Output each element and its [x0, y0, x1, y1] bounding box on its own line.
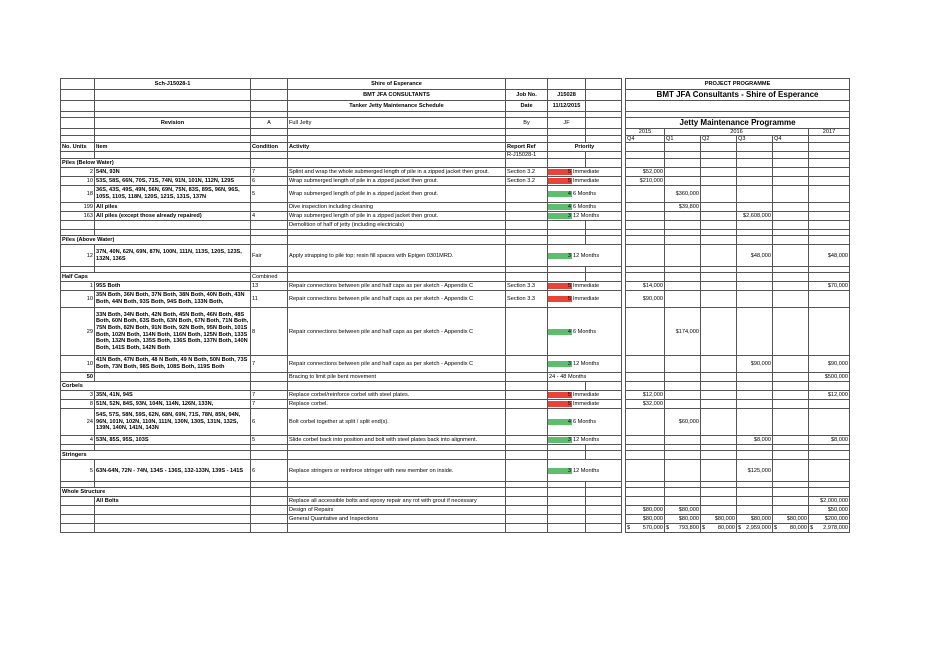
consultant-name: BMT JFA CONSULTANTS	[288, 90, 506, 101]
col-report-ref: Report Ref	[506, 143, 548, 152]
revision-label: Revision	[95, 118, 251, 129]
quarter-label: Q1	[665, 136, 701, 143]
revision-value: A	[251, 118, 288, 129]
section-piles-above: Piles (Above Water)	[61, 236, 850, 245]
table-row: 10 41N Both, 47N Both, 48 N Both, 49 N Both, 50N Both, 73S Both, 73N Both, 98S Both, 108S Both, 119S Both 7 Repair connections between pile and half caps as per sketch - Appendix C 3 12 Months $90,000 $90,000	[61, 356, 850, 373]
year-2015: 2015	[626, 129, 665, 136]
table-row: 50 Bracing to limit pile bent movement 24 - 48 Months $500,000	[61, 373, 850, 382]
table-row: 18 36S, 43S, 49S, 49N, 56N, 69N, 75N, 83S, 89S, 96N, 96S, 105S, 110S, 118N, 120S, 121S, 131S, 137N 5 Wrap submerged length of pile in a zipped jacket then grout. 4 6 Months $360,000	[61, 186, 850, 203]
table-row: 10 35N Both, 36N Both, 37N Both, 38N Both, 40N Both, 43N Both, 44N Both, 93S Both, 94S Both, 133N Both, 11 Repair connections between pile and half caps as per sketch - Appendix C Section 3.3 5 Immediate $90,000	[61, 291, 850, 308]
quarter-label: Q3	[737, 136, 773, 143]
priority-cell: 3 12 Months	[548, 212, 622, 221]
total-q3-2016: $ 2,959,000	[738, 525, 771, 531]
date-value: 11/12/2015	[548, 101, 586, 112]
priority-cell: 5 Immediate	[548, 291, 622, 308]
quarter-label: Q2	[701, 136, 737, 143]
table-row: 3 35N, 41N, 94S 7 Replace corbel/reinforce corbel with steel plates. 5 Immediate $12,000 $12,000	[61, 391, 850, 400]
revision-row	[61, 118, 850, 129]
table-row: 8 51N, 52N, 84S, 93N, 104N, 114N, 126N, 133N, 7 Replace corbel. 5 Immediate $32,000	[61, 400, 850, 409]
table-row: 12 37N, 40N, 62N, 69N, 87N, 100N, 111N, 113S, 120S, 123S, 132N, 136S Fair Apply strapping to pile top; resin fill spaces with Epigen 0301MRD. 3 12 Months $48,000 $48,000	[61, 245, 850, 267]
table-row: Design of Repairs $80,000 $80,000 $50,000	[61, 506, 850, 515]
table-row: 163 All piles (except those already repaired) 4 Wrap submerged length of pile in a zipped jacket then grout. 3 12 Months $2,608,000	[61, 212, 850, 221]
column-header-row	[61, 143, 850, 152]
priority-cell: 5 Immediate	[548, 177, 622, 186]
col-condition: Condition	[251, 143, 288, 152]
total-q1-2016: $ 793,800	[666, 525, 699, 531]
revision-description: Full Jetty	[288, 118, 506, 129]
by-label: By	[506, 118, 548, 129]
job-no-value: J15028	[548, 90, 586, 101]
total-2017: $ 2,978,000	[810, 525, 849, 531]
table-row: 4 53N, 85S, 95S, 103S 5 Slide corbel back into position and bolt with steel plates back into alignment. 3 12 Months $8,000 $8,000	[61, 436, 850, 445]
header-row-1	[61, 79, 850, 90]
by-value: JF	[548, 118, 586, 129]
schedule-title: Tanker Jetty Maintenance Schedule	[288, 101, 506, 112]
priority-cell: 5 Immediate	[548, 282, 622, 291]
col-units: No. Units	[61, 143, 95, 152]
priority-cell: 3 12 Months	[548, 245, 622, 267]
section-whole-structure: Whole Structure	[61, 488, 850, 497]
table-row: 1 95S Both 13 Repair connections between pile and half caps as per sketch - Appendix C Section 3.3 5 Immediate $14,000 $70,000	[61, 282, 850, 291]
schedule-table	[60, 78, 850, 533]
schedule-number: Sch-J15028-1	[95, 79, 251, 90]
quarter-label: Q4	[626, 136, 665, 143]
table-row: 199 All piles Dive inspection including cleaning 4 6 Months $39,800	[61, 203, 850, 212]
table-row: 10 53S, 58S, 66N, 70S, 71S, 74N, 91N, 101N, 112N, 129S 6 Wrap submerged length of pile in a zipped jacket then grout. Section 3.2 5 Immediate $210,000	[61, 177, 850, 186]
section-piles-below: Piles (Below Water)	[61, 159, 850, 168]
priority-cell: 4 6 Months	[548, 308, 622, 356]
total-q2-2016: $ 80,000	[702, 525, 735, 531]
table-row: General Quantative and Inspections $80,000 $80,000 $80,000 $80,000 $80,000 $200,000	[61, 515, 850, 524]
year-2016: 2016	[665, 129, 809, 136]
total-q4-2016: $ 80,000	[774, 525, 807, 531]
job-no-label: Job No.	[506, 90, 548, 101]
priority-cell: 3 12 Months	[548, 460, 622, 482]
programme-name: Jetty Maintenance Programme	[626, 118, 850, 129]
table-row: 29 33N Both, 34N Both, 42N Both, 45N Both, 46N Both, 48S Both, 60N Both, 63S Both, 63N Both, 67N Both, 71N Both, 75N Both, 82N Both, 91N Both, 92N Both, 95N Both, 101S Both, 102N Both, 114N Both, 116N Both, 125N Both, 133S Both, 132N Both, 135S Both, 136S Both, 137N Both, 140N Both, 141S Both, 142N Both 8 Repair connections between pile and half caps as per sketch - Appendix C 4 6 Months $174,000	[61, 308, 850, 356]
client-name: Shire of Esperance	[288, 79, 506, 90]
priority-cell: 4 6 Months	[548, 186, 622, 203]
priority-cell: 5 Immediate	[548, 400, 622, 409]
col-item: Item	[95, 143, 251, 152]
table-row: 2 54N, 93N 7 Splint and wrap the whole submerged length of pile in a zipped jacket then grout. Section 3.2 5 Immediate $52,000	[61, 168, 850, 177]
priority-cell: 5 Immediate	[548, 168, 622, 177]
priority-cell: 3 12 Months	[548, 436, 622, 445]
col-activity: Activity	[288, 143, 506, 152]
year-2017: 2017	[809, 129, 850, 136]
header-row-2	[61, 90, 850, 101]
section-half-caps: Half Caps Combined	[61, 273, 850, 282]
table-row: 24 54S, 57S, 58N, 59S, 62N, 68N, 69N, 71S, 78N, 85N, 94N, 96N, 101N, 102N, 110N, 111N, 130N, 130S, 131N, 132S, 139N, 140N, 141N, 143N 6 Bolt corbel together at split / split end(s). 4 6 Months $60,000	[61, 409, 850, 436]
col-priority: Priority	[548, 143, 622, 152]
table-row: 5 63N-64N, 72N - 74N, 134S - 136S, 132-133N, 139S - 141S 6 Replace stringers or reinforce stringer with new member on inside. 3 12 Months $125,000	[61, 460, 850, 482]
programme-title: PROJECT PROGRAMME	[626, 79, 850, 90]
quarter-label: Q4	[773, 136, 809, 143]
date-label: Date	[506, 101, 548, 112]
report-ref-value: R-J15028-1	[506, 152, 548, 159]
totals-row	[61, 524, 850, 533]
priority-cell: 3 12 Months	[548, 356, 622, 373]
programme-org: BMT JFA Consultants - Shire of Esperance	[626, 90, 850, 101]
table-row: Demolition of half of jetty (including electricals)	[61, 221, 850, 230]
section-stringers: Stringers	[61, 451, 850, 460]
priority-cell: 4 6 Months	[548, 409, 622, 436]
priority-cell: 5 Immediate	[548, 391, 622, 400]
priority-cell: 4 6 Months	[548, 203, 622, 212]
total-q4-2015: $ 570,000	[627, 525, 663, 531]
maintenance-schedule-sheet	[60, 78, 849, 531]
table-row: All Bolts Replace all accessible bolts and epoxy repair any rot with grout if necessary $2,000,000	[61, 497, 850, 506]
header-row-3	[61, 101, 850, 112]
section-corbels: Corbels	[61, 382, 850, 391]
